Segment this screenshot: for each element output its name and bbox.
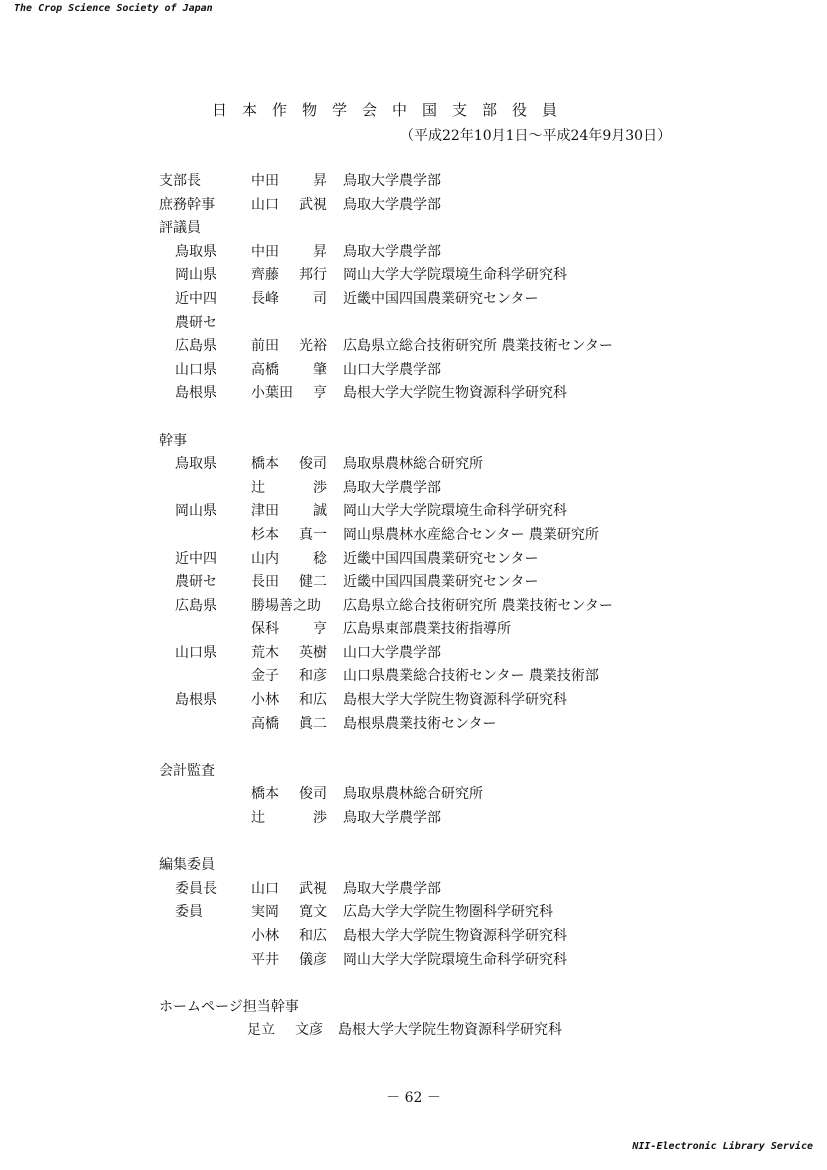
person-name: 山内 稔 [251, 550, 327, 567]
roster-row [159, 949, 759, 973]
journal-header: The Crop Science Society of Japan [14, 3, 213, 14]
affiliation: 広島大学大学院生物圏科学研究科 [343, 904, 553, 921]
prefecture-label: 山口県 [175, 644, 217, 661]
roster-row [159, 807, 759, 831]
person-name: 荒木 英樹 [251, 644, 327, 661]
roster-row [159, 264, 759, 288]
roster-row [159, 618, 759, 642]
person-name: 橋本 俊司 [251, 786, 327, 803]
roster-row [159, 477, 759, 501]
prefecture-label: 広島県 [175, 597, 217, 614]
person-name: 辻 渉 [251, 810, 327, 827]
roster-row [159, 524, 759, 548]
prefecture-label: 農研セ [175, 314, 217, 331]
section-heading-homepage: ホームページ担当幹事 [159, 998, 299, 1015]
affiliation: 広島県東部農業技術指導所 [343, 621, 511, 638]
person-name: 小林 和広 [251, 928, 327, 944]
roster-row [159, 665, 759, 689]
person-name: 足立 文彦 [247, 1022, 323, 1039]
officer-roster [159, 170, 759, 1043]
prefecture-label: 岡山県 [175, 267, 217, 284]
roster-row [159, 1019, 759, 1043]
person-name: 平井 儀彦 [251, 951, 327, 968]
roster-row [159, 382, 759, 406]
affiliation: 鳥取県農林総合研究所 [343, 456, 483, 473]
person-name: 中田 昇 [251, 243, 327, 260]
affiliation: 近畿中国四国農業研究センター [343, 550, 539, 567]
roster-row [159, 901, 759, 925]
roster-row [159, 548, 759, 572]
affiliation: 広島県立総合技術研究所 農業技術センター [343, 597, 613, 614]
person-name: 齊藤 邦行 [251, 267, 327, 284]
affiliation: 近畿中国四国農業研究センター [343, 574, 539, 591]
prefecture-label: 鳥取県 [175, 243, 217, 260]
person-name: 山口 武視 [251, 880, 327, 897]
affiliation: 鳥取大学農学部 [343, 173, 441, 189]
roster-row [159, 783, 759, 807]
person-name: 津田 誠 [251, 503, 327, 520]
person-name: 辻 渉 [251, 479, 327, 496]
section-heading-secretaries: 幹事 [159, 432, 187, 449]
roster-row [159, 241, 759, 265]
person-name: 長峰 司 [251, 290, 327, 307]
affiliation: 岡山県農林水産総合センター 農業研究所 [343, 526, 599, 543]
affiliation: 広島県立総合技術研究所 農業技術センター [343, 338, 613, 355]
person-name: 高橋 肇 [251, 361, 327, 378]
affiliation: 島根大学大学院生物資源科学研究科 [343, 385, 567, 402]
person-name: 小葉田 亨 [251, 385, 327, 402]
affiliation: 島根大学大学院生物資源科学研究科 [343, 928, 567, 944]
roster-row [159, 642, 759, 666]
affiliation: 鳥取県農林総合研究所 [343, 786, 483, 803]
section-heading-editors: 編集委員 [159, 857, 215, 874]
affiliation: 鳥取大学農学部 [343, 880, 441, 897]
roster-row [159, 194, 759, 218]
library-footer: NII-Electronic Library Service [632, 1141, 813, 1152]
prefecture-label: 広島県 [175, 338, 217, 355]
person-name: 中田 昇 [251, 173, 327, 189]
prefecture-label: 山口県 [175, 361, 217, 378]
prefecture-label: 近中四 [175, 550, 217, 567]
person-name: 実岡 寛文 [251, 904, 327, 921]
section-heading-auditors: 会計監査 [159, 762, 215, 779]
person-name: 前田 光裕 [251, 338, 327, 355]
affiliation: 鳥取大学農学部 [343, 810, 441, 827]
roster-row [159, 500, 759, 524]
prefecture-label: 農研セ [175, 574, 217, 591]
roster-row [159, 312, 759, 336]
document-title: 日本作物学会中国支部役員 [212, 101, 573, 119]
roster-row [159, 453, 759, 477]
role-label: 庶務幹事 [159, 196, 215, 213]
affiliation: 岡山大学大学院環境生命科学研究科 [343, 267, 567, 284]
prefecture-label: 島根県 [175, 385, 217, 402]
roster-row [159, 878, 759, 902]
affiliation: 山口県農業総合技術センター 農業技術部 [343, 668, 599, 685]
person-name: 高橋 眞二 [251, 715, 327, 732]
prefecture-label: 島根県 [175, 692, 217, 709]
person-name: 長田 健二 [251, 574, 327, 591]
affiliation: 山口大学農学部 [343, 644, 441, 661]
roster-row [159, 359, 759, 383]
person-name: 金子 和彦 [251, 668, 327, 685]
roster-row [159, 689, 759, 713]
roster-row [159, 335, 759, 359]
term-period: （平成22年10月1日～平成24年9月30日） [400, 128, 672, 144]
person-name: 小林 和広 [251, 692, 327, 709]
affiliation: 岡山大学大学院環境生命科学研究科 [343, 503, 567, 520]
prefecture-label: 岡山県 [175, 503, 217, 520]
roster-row [159, 288, 759, 312]
roster-row [159, 170, 759, 194]
person-name: 保科 亨 [251, 621, 327, 638]
affiliation: 鳥取大学農学部 [343, 479, 441, 496]
prefecture-label: 近中四 [175, 290, 217, 307]
section-heading-councilors: 評議員 [159, 220, 201, 237]
roster-row [159, 595, 759, 619]
affiliation: 山口大学農学部 [343, 361, 441, 378]
roster-row [159, 571, 759, 595]
affiliation: 鳥取大学農学部 [343, 243, 441, 260]
affiliation: 島根県農業技術センター [343, 715, 497, 732]
position-label: 委員長 [175, 880, 217, 897]
affiliation: 近畿中国四国農業研究センター [343, 290, 539, 307]
affiliation: 島根大学大学院生物資源科学研究科 [338, 1022, 562, 1039]
role-label: 支部長 [159, 173, 201, 189]
prefecture-label: 鳥取県 [175, 456, 217, 473]
page-number: － 62 － [386, 1090, 441, 1106]
person-name: 杉本 真一 [251, 526, 327, 543]
affiliation: 岡山大学大学院環境生命科学研究科 [343, 951, 567, 968]
roster-row [159, 713, 759, 737]
position-label: 委員 [175, 904, 203, 921]
roster-row [159, 925, 759, 949]
person-name: 勝場善之助 [251, 597, 321, 614]
affiliation: 鳥取大学農学部 [343, 196, 441, 213]
affiliation: 島根大学大学院生物資源科学研究科 [343, 692, 567, 709]
person-name: 山口 武視 [251, 196, 327, 213]
person-name: 橋本 俊司 [251, 456, 327, 473]
